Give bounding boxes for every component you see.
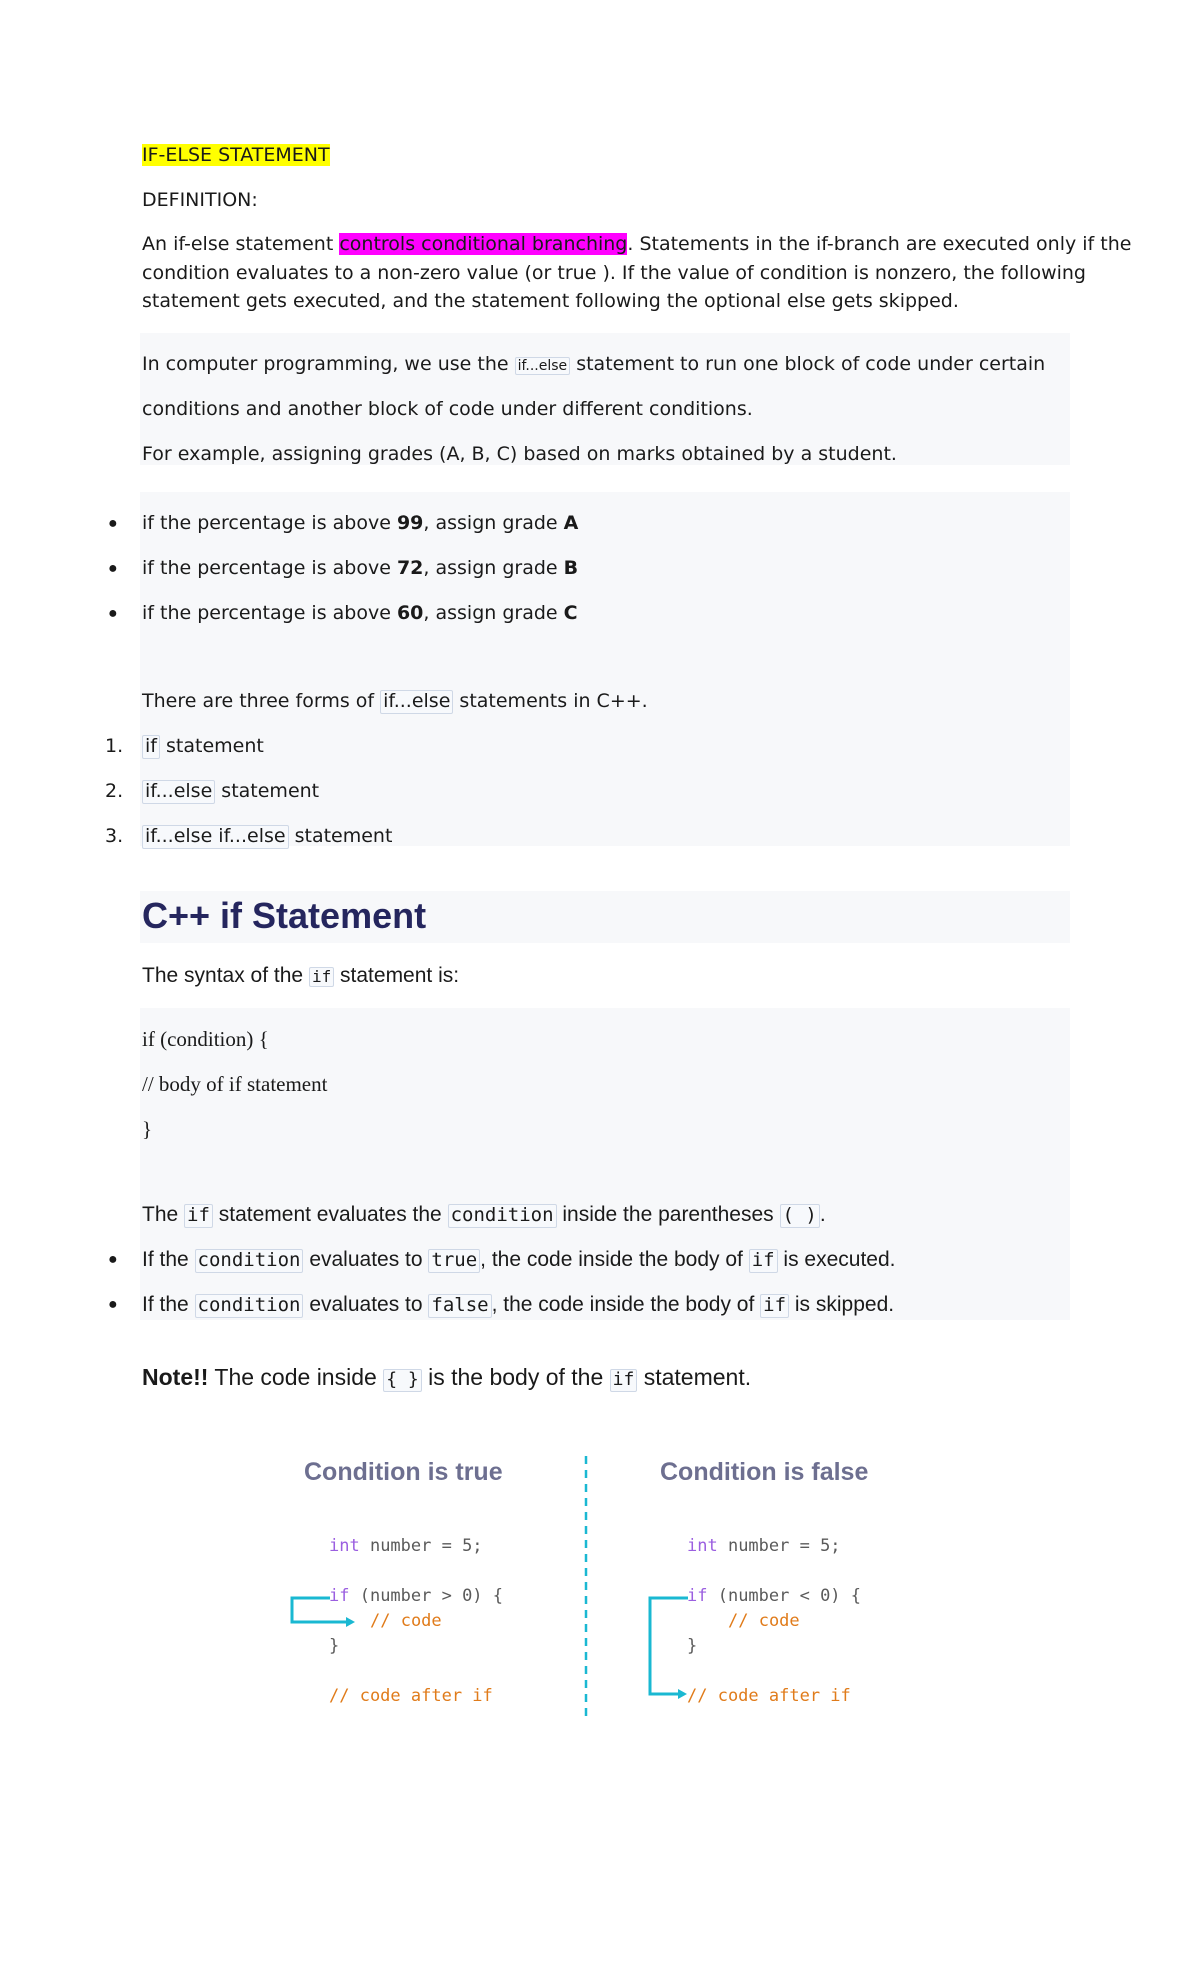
bullet-icon: ● [108,1251,118,1268]
dashed-divider [580,1456,592,1722]
inline-code: if...else [515,357,571,375]
bullet-icon: ● [108,560,118,577]
inline-code: if [184,1204,213,1228]
inline-code: if...else [142,780,215,804]
right-body-comment: // code [728,1611,800,1631]
inline-code: true [428,1249,480,1273]
right-if-line: if (number < 0) { [687,1586,862,1606]
highlighted-phrase: controls conditional branching [339,233,628,255]
list-number: 2. [105,780,124,802]
inline-code: condition [195,1249,304,1273]
section-title: C++ if Statement [142,895,427,936]
syntax-shade [140,1008,1070,1320]
syntax-line: if (condition) { [142,1027,269,1051]
intro-line-1: In computer programming, we use the if...else statement to run one block of code under certain [142,353,1046,375]
inline-code: false [428,1294,491,1318]
definition-line-3: statement gets executed, and the statement following the optional else gets skipped. [142,290,959,312]
inline-code: if...else if...else [142,825,289,849]
definition-line-2: condition evaluates to a non-zero value (or true ). If the value of condition is nonzero, the following [142,262,1086,284]
definition-label: DEFINITION: [142,189,258,211]
right-panel-title: Condition is false [660,1458,869,1486]
inline-code: if [760,1294,789,1318]
inline-code: if [749,1249,778,1273]
syntax-line: } [142,1117,153,1141]
inline-code: condition [195,1294,304,1318]
eval-bullet: If the condition evaluates to false , the code inside the body of if is skipped. [142,1293,895,1316]
left-panel-title: Condition is true [304,1458,503,1486]
right-after-comment: // code after if [687,1686,851,1706]
left-after-comment: // code after if [329,1686,493,1706]
inline-code: if [610,1369,638,1392]
grade-item: if the percentage is above 72, assign grade B [142,557,579,579]
grade-item: if the percentage is above 99, assign grade A [142,512,579,534]
forms-intro: There are three forms of if...else statements in C++. [142,690,648,712]
form-item: if...else statement [142,780,319,804]
inline-code: { } [383,1369,422,1392]
inline-code: if...else [380,690,453,714]
form-item: if statement [142,735,264,759]
inline-code: condition [448,1204,557,1228]
bullet-icon: ● [108,1296,118,1313]
inline-code: ( ) [780,1204,820,1228]
left-decl-line: int number = 5; [329,1536,483,1556]
left-body-comment: // code [370,1611,442,1631]
list-number: 3. [105,825,124,847]
inline-code: if [309,967,334,987]
right-decl-line: int number = 5; [687,1536,841,1556]
intro-line-2: conditions and another block of code under different conditions. [142,398,753,420]
intro-line-3: For example, assigning grades (A, B, C) based on marks obtained by a student. [142,443,897,465]
form-item: if...else if...else statement [142,825,392,849]
inline-code: if [142,735,160,759]
right-close-brace: } [687,1636,698,1656]
left-close-brace: } [329,1636,340,1656]
document-heading: IF-ELSE STATEMENT [142,144,330,166]
list-number: 1. [105,735,124,757]
left-if-line: if (number > 0) { [329,1586,504,1606]
bullet-icon: ● [108,515,118,532]
syntax-line: // body of if statement [142,1072,328,1096]
eval-line: The if statement evaluates the condition inside the parentheses ( ) . [142,1203,826,1226]
definition-line-1: An if-else statement controls conditional branching. Statements in the if-branch are executed only if the [142,233,1132,255]
grade-item: if the percentage is above 60, assign grade C [142,602,578,624]
false-flow-arrow-icon [646,1590,692,1702]
note-line: Note!! The code inside { } is the body of the if statement. [142,1364,752,1390]
syntax-intro: The syntax of the if statement is: [142,964,460,987]
eval-bullet: If the condition evaluates to true , the code inside the body of if is executed. [142,1248,896,1271]
true-flow-arrow-icon [288,1590,358,1630]
bullet-icon: ● [108,605,118,622]
